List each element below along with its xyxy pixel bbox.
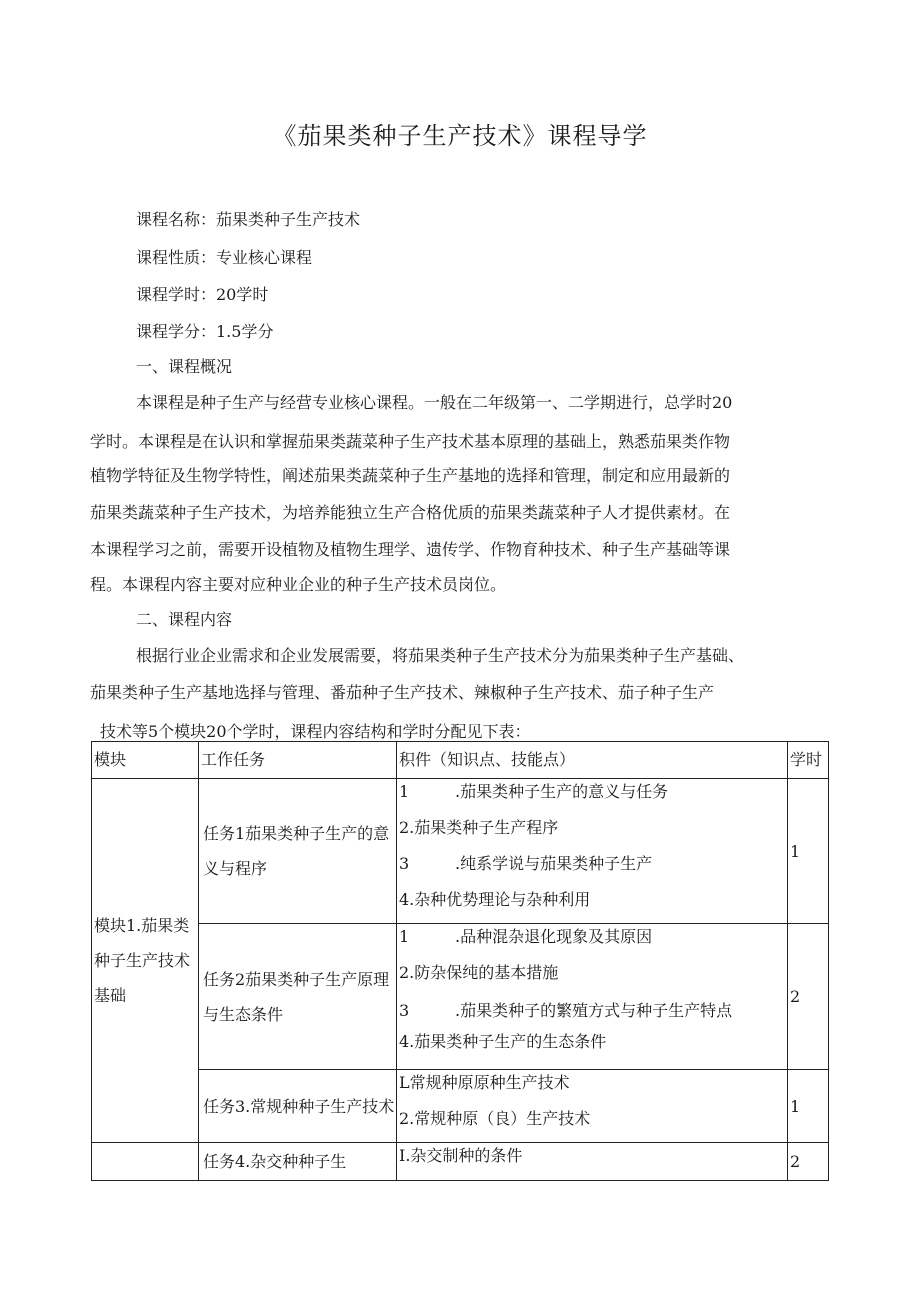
section1-line: 本课程学习之前，需要开设植物及植物生理学、遗传学、作物育种技术、种子生产基础等课: [90, 540, 731, 559]
point-item: 2.茄果类种子生产程序: [399, 818, 559, 837]
section2-heading: 二、课程内容: [136, 610, 233, 629]
point-item-cut: 4.茄果类种子生产的生态条件: [399, 1032, 607, 1051]
table-row: [92, 1143, 829, 1181]
course-nature: 课程性质：专业核心课程: [136, 248, 313, 267]
point-item: 1 .品种混杂退化现象及其原因: [399, 927, 653, 946]
table-row: [92, 1070, 829, 1143]
point-item: 4.杂种优势理论与杂种利用: [399, 890, 591, 909]
section2-line: 茄果类种子生产基地选择与管理、番茄种子生产技术、辣椒种子生产技术、茄子种子生产: [90, 683, 715, 702]
section1-line: 茄果类蔬菜种子生产技术，为培养能独立生产合格优质的茄果类蔬菜种子人才提供素材。在: [90, 503, 731, 522]
page-title: 《茄果类种子生产技术》课程导学: [272, 122, 648, 150]
points-cell: [397, 924, 788, 1070]
course-name: 课程名称：茄果类种子生产技术: [136, 210, 361, 229]
course-hours: 课程学时：20学时: [136, 285, 269, 304]
point-item: 2.防杂保纯的基本措施: [399, 963, 559, 982]
task-cell: 任务3.常规种种子生产技术: [199, 1070, 397, 1143]
points-cell: [397, 1070, 788, 1143]
course-credits: 课程学分：1.5学分: [136, 322, 274, 341]
table-row: [92, 924, 829, 1070]
section1-line: 学时。本课程是在认识和掌握茄果类蔬菜种子生产技术基本原理的基础上，熟悉茄果类作物: [90, 432, 731, 451]
task-cell: 任务1茄果类种子生产的意义与程序: [199, 779, 397, 924]
table-row: [92, 779, 829, 924]
header-points: 积件（知识点、技能点）: [397, 742, 788, 779]
point-item: 1 .茄果类种子生产的意义与任务: [399, 782, 669, 801]
points-cell: [397, 1143, 788, 1181]
points-cell: [397, 779, 788, 924]
section1-line: 程。本课程内容主要对应种业企业的种子生产技术员岗位。: [90, 575, 507, 594]
course-content-table: [91, 741, 829, 1181]
hours-cell: 2: [788, 924, 829, 1070]
table-header-row: [92, 742, 829, 779]
section1-line: 本课程是种子生产与经营专业核心课程。一般在二年级第一、二学期进行，总学时20: [136, 393, 733, 412]
point-item: 3 .茄果类种子的繁殖方式与种子生产特点: [399, 1001, 733, 1020]
header-hours: 学时: [788, 742, 829, 779]
task-cell: 任务4.杂交种种子生: [199, 1143, 397, 1181]
section1-line: 植物学特征及生物学特性，阐述茄果类蔬菜种子生产基地的选择和管理，制定和应用最新的: [90, 466, 731, 485]
hours-cell: 1: [788, 779, 829, 924]
hours-cell: 1: [788, 1070, 829, 1143]
header-task: 工作任务: [199, 742, 397, 779]
section2-line: 技术等5个模块20个学时，课程内容结构和学时分配见下表：: [100, 722, 531, 741]
module-cell-empty: [92, 1143, 199, 1181]
point-item: L常规种原原种生产技术: [399, 1073, 570, 1092]
header-module: 模块: [92, 742, 199, 779]
point-item: 2.常规种原（良）生产技术: [399, 1109, 591, 1128]
hours-cell: 2: [788, 1143, 829, 1181]
section1-heading: 一、课程概况: [136, 357, 233, 376]
task-cell: 任务2茄果类种子生产原理与生态条件: [199, 924, 397, 1070]
point-item: 3 .纯系学说与茄果类种子生产: [399, 854, 653, 873]
module-cell: 模块1.茄果类种子生产技术基础: [92, 779, 199, 1143]
section2-line: 根据行业企业需求和企业发展需要，将茄果类种子生产技术分为茄果类种子生产基础、: [136, 646, 745, 665]
point-item: I.杂交制种的条件: [399, 1146, 523, 1165]
